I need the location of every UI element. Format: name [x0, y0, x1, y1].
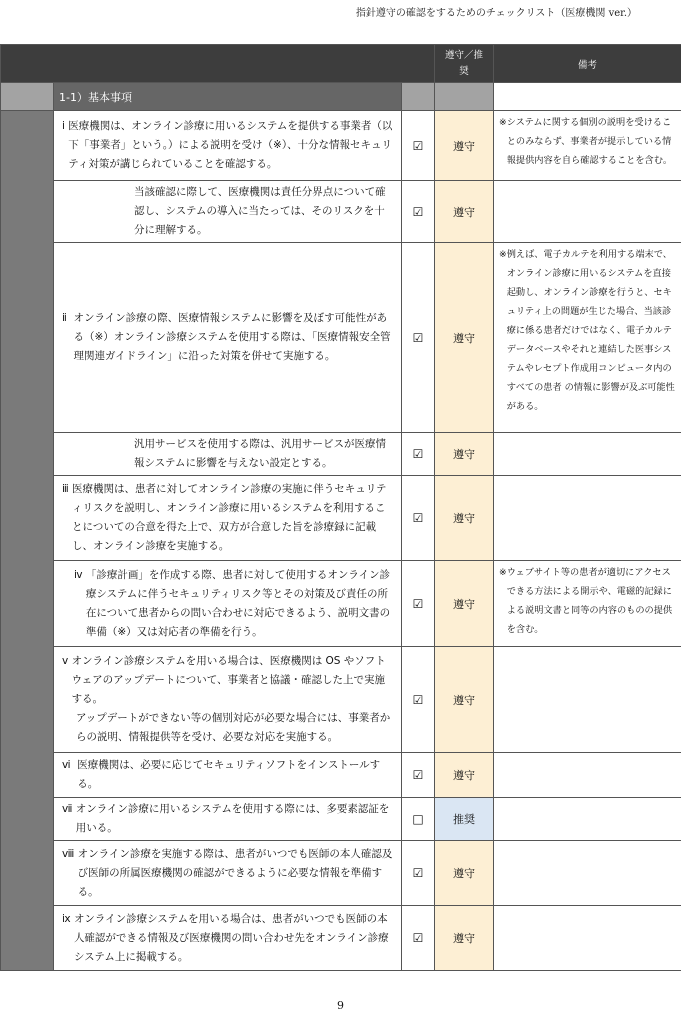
table-row [1, 647, 681, 753]
item-note-cell [494, 561, 681, 647]
item-marker: ⅲ [62, 483, 73, 495]
item-checkbox[interactable]: ☑ [402, 243, 435, 433]
table-row [1, 111, 681, 181]
section-check-cell [402, 83, 435, 111]
item-checkbox[interactable]: □ [402, 798, 435, 841]
section-title: 1-1）基本事項 [54, 83, 402, 111]
item-text-extra: アップデートができない等の個別対応が必要な場合には、事業者からの説明、情報提供等を受け、必要な対応を実施する。 [76, 712, 391, 743]
section-side-cell [1, 83, 54, 111]
item-text-cell [54, 111, 402, 181]
item-checkbox[interactable]: ☑ [402, 433, 435, 476]
item-status: 遵守 [435, 753, 494, 798]
item-marker: ⅳ [74, 568, 86, 581]
item-text-cell [54, 753, 402, 798]
item-checkbox[interactable]: ☑ [402, 476, 435, 561]
item-note-cell [494, 841, 681, 906]
item-marker: ⅷ [62, 847, 78, 860]
item-marker: ⅸ [62, 912, 74, 925]
table-row [1, 243, 681, 433]
checklist-table [0, 44, 681, 971]
item-text: オンライン診療システムを用いる場合は、医療機関は OS やソフトウェアのアップデートについて、事業者と協議・確認した上で実施する。 [71, 655, 386, 705]
header-blank-cell [1, 45, 435, 83]
section-notes-cell [494, 83, 681, 111]
document-header: 指針遵守の確認をするためのチェックリスト（医療機関 ver.） [355, 8, 637, 19]
item-status: 遵守 [435, 433, 494, 476]
table-row [1, 476, 681, 561]
item-marker: ⅶ [62, 803, 76, 815]
table-row [1, 561, 681, 647]
note-marker: ※ [499, 249, 507, 260]
item-text-cell [54, 841, 402, 906]
item-text-cell [54, 798, 402, 841]
item-text: オンライン診療に用いるシステムを使用する際には、多要素認証を用いる。 [75, 803, 390, 834]
item-note-cell [494, 181, 681, 243]
item-status: 遵守 [435, 561, 494, 647]
item-note-cell [494, 906, 681, 971]
table-row [1, 753, 681, 798]
note-text: システムに関する個別の説明を受けることのみならず、事業者が提示している情報提供内容を自ら確認することを含む。 [506, 117, 673, 166]
item-checkbox[interactable]: ☑ [402, 181, 435, 243]
item-text: 医療機関は、必要に応じてセキュリティソフトをインストールする。 [77, 759, 381, 790]
item-status: 遵守 [435, 111, 494, 181]
item-text-cell [54, 243, 402, 433]
table-row [1, 181, 681, 243]
section-status-cell [435, 83, 494, 111]
table-row [1, 841, 681, 906]
item-text: 汎用サービスを使用する際は、汎用サービスが医療情報システムに影響を与えない設定とする。 [134, 438, 386, 469]
item-status: 遵守 [435, 647, 494, 753]
item-checkbox[interactable]: ☑ [402, 561, 435, 647]
item-marker: ⅵ [62, 759, 78, 771]
table-header-row [1, 45, 681, 83]
item-checkbox[interactable]: ☑ [402, 111, 435, 181]
item-checkbox[interactable]: ☑ [402, 647, 435, 753]
item-text-cell [54, 181, 402, 243]
item-marker: ⅰ [62, 120, 69, 132]
item-text: オンライン診療を実施する際は、患者がいつでも医師の本人確認及び医師の所属医療機関の確認ができるように必要な情報を準備する。 [77, 847, 393, 898]
item-text-cell [54, 647, 402, 753]
note-marker: ※ [499, 567, 507, 578]
note-text: ウェブサイト等の患者が適切にアクセスできる方法による開示や、電磁的記録による説明文書と同等の内容のものの提供を含む。 [506, 567, 673, 635]
item-marker: ⅱ [62, 312, 74, 324]
item-note-cell [494, 647, 681, 753]
item-text-cell [54, 433, 402, 476]
table-row [1, 433, 681, 476]
item-note-cell [494, 433, 681, 476]
item-note-cell [494, 243, 681, 433]
item-text: オンライン診療の際、医療情報システムに影響を及ぼす可能性がある（※）オンライン診療システムを使用する際は、「医療情報安全管理関連ガイドライン」に沿った対策を併せて実施する。 [73, 312, 391, 362]
note-marker: ※ [499, 117, 507, 128]
item-note-cell [494, 476, 681, 561]
item-text: オンライン診療システムを用いる場合は、患者がいつでも医師の本人確認ができる情報及び医療機関の問い合わせ先をオンライン診療システム上に掲載する。 [73, 912, 389, 963]
item-marker: ⅴ [62, 655, 72, 667]
item-text: 医療機関は、患者に対してオンライン診療の実施に伴うセキュリティリスクを説明し、オンライン診療に用いるシステムを利用することについての合意を得た上で、双方が合意した旨を診療録に記載し、オンライン診療を実施する。 [72, 483, 387, 552]
item-checkbox[interactable]: ☑ [402, 841, 435, 906]
item-status: 遵守 [435, 243, 494, 433]
item-checkbox[interactable]: ☑ [402, 906, 435, 971]
row-group-side-cell [1, 111, 54, 971]
item-text-cell [54, 561, 402, 647]
column-header-notes: 備考 [494, 45, 681, 83]
item-text-cell [54, 476, 402, 561]
note-text: 例えば、電子カルテを利用する端末で、オンライン診療に用いるシステムを直接起動し、オンライン診療を行うと、セキュリティ上の問題が生じた場合、当該診療に係る患者だけではなく、電子カルテデータベースやそれと連結した医事システムやレセプト作成用コンピュータ内のすべての患者 の情報に影響が及ぶ可能性がある。 [506, 249, 675, 412]
page-number: 9 [337, 999, 344, 1012]
section-row [1, 83, 681, 111]
column-header-compliance: 遵守／推奨 [435, 45, 494, 83]
item-text-cell [54, 906, 402, 971]
item-note-cell [494, 111, 681, 181]
item-checkbox[interactable]: ☑ [402, 753, 435, 798]
item-note-cell [494, 798, 681, 841]
item-text: 医療機関は、オンライン診療に用いるシステムを提供する事業者（以下「事業者」という。）による説明を受け（※）、十分な情報セキュリティ対策が講じられていることを確認する。 [68, 120, 393, 170]
item-note-cell [494, 753, 681, 798]
item-status: 遵守 [435, 906, 494, 971]
item-status: 遵守 [435, 841, 494, 906]
item-status: 遵守 [435, 181, 494, 243]
item-status: 遵守 [435, 476, 494, 561]
item-status: 推奨 [435, 798, 494, 841]
item-text: 「診療計画」を作成する際、患者に対して使用するオンライン診療システムに伴うセキュリティリスク等とその対策及び責任の所在について患者からの問い合わせに対応できるよう、説明文書の準備（※）又は対応者の準備を行う。 [85, 568, 391, 638]
table-row [1, 798, 681, 841]
item-text: 当該確認に際して、医療機関は責任分界点について確認し、システムの導入に当たっては、そのリスクを十分に理解する。 [134, 186, 386, 236]
table-row [1, 906, 681, 971]
